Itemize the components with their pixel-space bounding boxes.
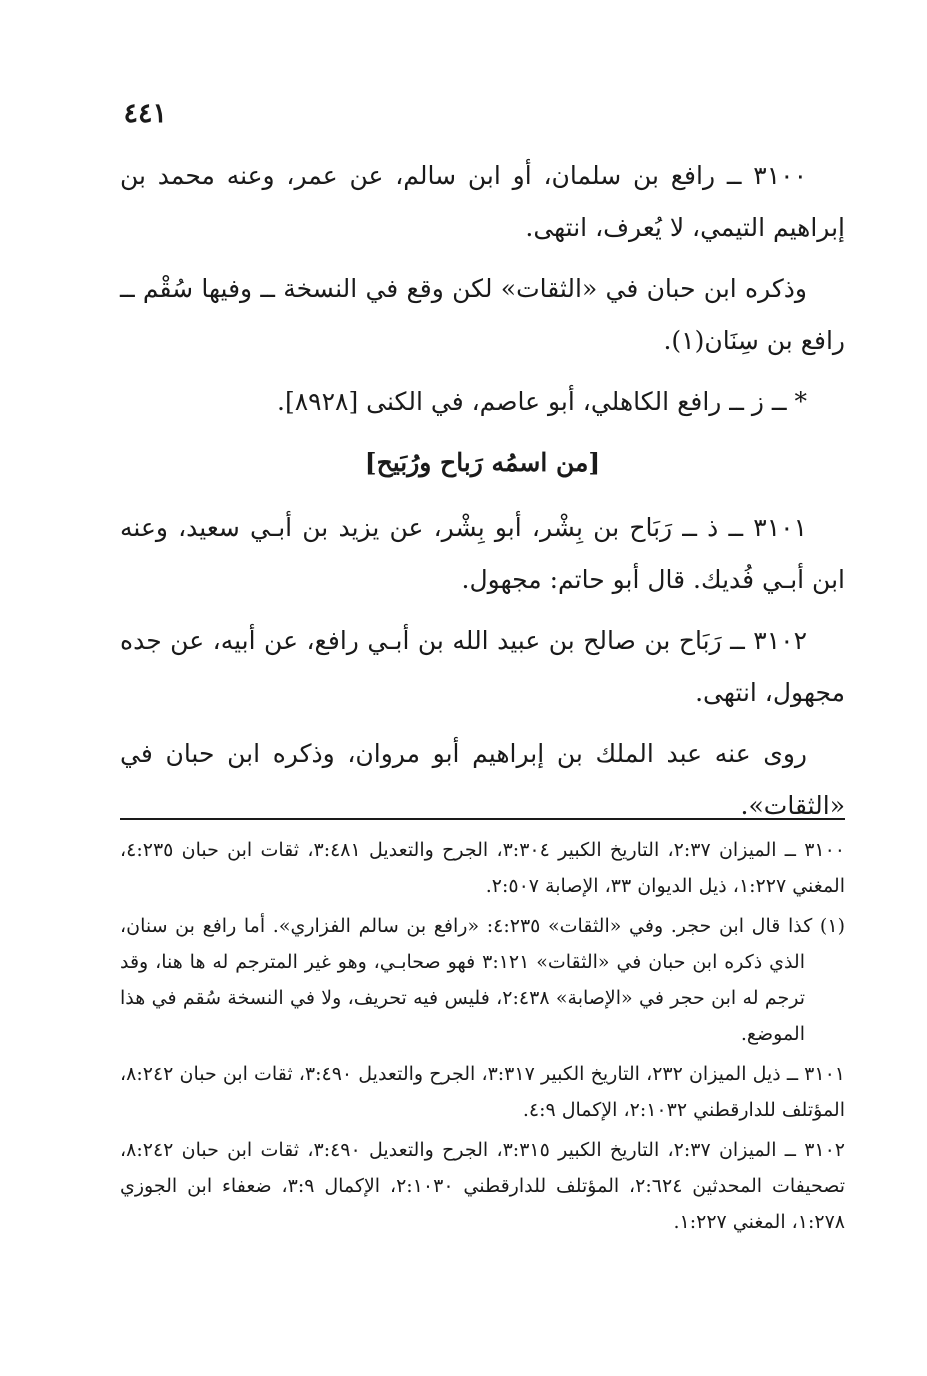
note-3100: ٣١٠٠ ــ الميزان ٢:٣٧، التاريخ الكبير ٣:٣٠٤، الجرح والتعديل ٣:٤٨١، ثقات ابن حبان ٤:٢٣٥، المغني ١:٢٢٧، ذيل الديوان ٣٣، الإصابة ٢:٥٠٧. xyxy=(120,839,846,897)
entry-kahili: * ــ ز ــ رافع الكاهلي، أبو عاصم، في الكنى [٨٩٢٨]. xyxy=(277,387,807,416)
section-heading: [من اسمُه رَباح ورُبَيح] xyxy=(364,448,601,477)
entry-3101: ٣١٠١ ــ ذ ــ رَبَاح بن بِشْر، أبو بِشْر، عن يزيد بن أبـي سعيد، وعنه ابن أبـي فُديك. قال أبو حاتم: مجهول. xyxy=(120,513,845,594)
footnote-1: (١) كذا قال ابن حجر. وفي «الثقات» ٤:٢٣٥: «رافع بن سالم الفزاري». أما رافع بن سنان، الذي ذكره ابن حبان في «الثقات» ٣:١٢١ فهو صحابـي، وهو غير المترجم له ها هنا، وقد ترجم له ابن حجر في «الإصابة» ٢:٤٣٨، فليس فيه تحريف، ولا في النسخة سُقم في هذا الموضع. xyxy=(120,915,845,1045)
entry-3100-remark: وذكره ابن حبان في «الثقات» لكن وقع في النسخة ــ وفيها سُقْم ــ رافع بن سِنَان(١). xyxy=(120,274,845,355)
entry-3102: ٣١٠٢ ــ رَبَاح بن صالح بن عبيد الله بن أبـي رافع، عن أبيه، عن جده مجهول، انتهى. xyxy=(120,626,845,707)
page-number: ٤٤١ xyxy=(123,98,167,129)
main-text xyxy=(120,150,845,841)
entry-3100: ٣١٠٠ ــ رافع بن سلمان، أو ابن سالم، عن عمر، وعنه محمد بن إبراهيم التيمي، لا يُعرف، انتهى. xyxy=(120,161,845,242)
note-3101: ٣١٠١ ــ ذيل الميزان ٢٣٢، التاريخ الكبير ٣:٣١٧، الجرح والتعديل ٣:٤٩٠، ثقات ابن حبان ٨:٢٤٢، المؤتلف للدارقطني ٢:١٠٣٢، الإكمال ٤:٩. xyxy=(120,1063,845,1121)
footnotes xyxy=(120,832,845,1244)
entry-3102-remark: روى عنه عبد الملك بن إبراهيم أبو مروان، وذكره ابن حبان في «الثقات». xyxy=(120,739,845,820)
note-3102: ٣١٠٢ ــ الميزان ٢:٣٧، التاريخ الكبير ٣:٣١٥، الجرح والتعديل ٣:٤٩٠، ثقات ابن حبان ٨:٢٤٢، تصحيفات المحدثين ٢:٦٢٤، المؤتلف للدارقطني ٢:١٠٣٠، الإكمال ٣:٩، ضعفاء ابن الجوزي ١:٢٧٨، المغني ١:٢٢٧. xyxy=(120,1139,846,1233)
footnote-separator xyxy=(120,818,845,820)
